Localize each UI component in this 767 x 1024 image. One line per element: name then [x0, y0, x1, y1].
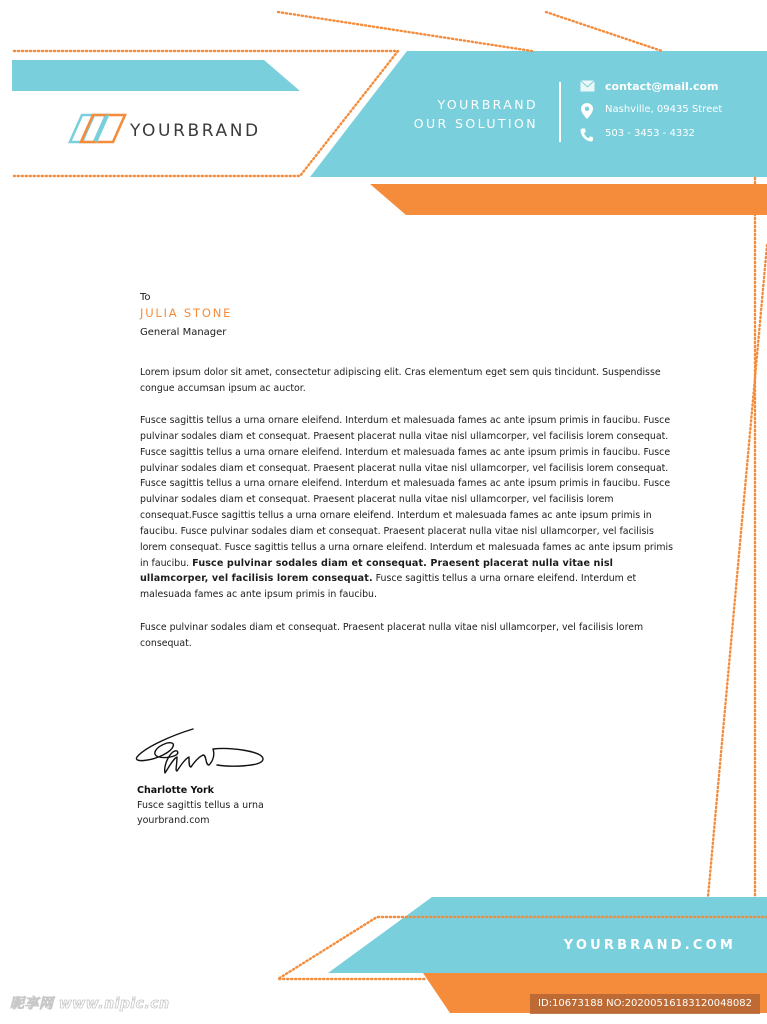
right-dotted-slanted [708, 245, 767, 897]
paragraph-main-text-2: Fusce sagittis tellus a urna ornare eleifend. Interdum et malesuada fames ac ante ipsum primis in faucibu. [140, 573, 637, 601]
footer-blue-band [328, 897, 767, 973]
footer-brand-url[interactable]: YOURBRAND.COM [563, 938, 736, 953]
header-dotted-diagonal-1 [278, 12, 532, 51]
brand-logo-text: YOURBRAND [130, 121, 261, 141]
to-label: To [140, 292, 151, 303]
watermark-site-logo: 昵享网 www.nipic.cn [10, 996, 170, 1012]
watermark-id: ID:10673188 NO:20200516183120048082 [530, 994, 760, 1014]
paragraph-closing: Fusce pulvinar sodales diam et consequat. Praesent placerat nulla vitae nisl ullamcorper, vel facilisis lorem consequat. [140, 622, 644, 649]
signatory-description: Fusce sagittis tellus a urna [137, 800, 264, 811]
handwritten-signature [133, 725, 268, 780]
brand-logo-icon [68, 113, 128, 145]
envelope-icon [580, 80, 595, 92]
phone-icon [580, 128, 593, 142]
recipient-title: General Manager [140, 327, 227, 338]
paragraph-main [140, 413, 680, 603]
header-divider [559, 82, 561, 142]
signatory-name: Charlotte York [137, 785, 214, 796]
contact-email[interactable]: contact@mail.com [605, 80, 719, 93]
signatory-website[interactable]: yourbrand.com [137, 815, 210, 826]
header-tagline-solution: OUR SOLUTION [413, 116, 538, 131]
paragraph-main-text-1: Fusce sagittis tellus a urna ornare eleifend. Interdum et malesuada fames ac ante ipsum primis in faucibu. Fusce pulvinar sodales diam et consequat. Praesent placerat nulla vitae nisl ullamcorper, vel facilisis lorem consequat. Fusce sagittis tellus a urna ornare eleifend. Interdum et malesuada fames ac ante ipsum primis in faucibu. Fusce pulvinar sodales diam et consequat. Praesent placerat nulla vitae nisl ullamcorper, vel facilisis lorem consequat. Fusce sagittis tellus a urna ornare eleifend. Interdum et malesuada fames ac ante ipsum primis in faucibu. Fusce pulvinar sodales diam et consequat. Praesent placerat nulla vitae nisl ullamcorper, vel facilisis lorem consequat.Fusce sagittis tellus a urna ornare eleifend. Interdum et malesuada fames ac ante ipsum primis in faucibu. Fusce pulvinar sodales diam et consequat. Praesent placerat nulla vitae nisl ullamcorper, vel facilisis lorem consequat. Fusce sagittis tellus a urna ornare eleifend. Interdum et malesuada fames ac ante ipsum primis in faucibu. [140, 415, 673, 569]
contact-phone: 503 - 3453 - 4332 [605, 128, 695, 139]
header-tagline-brand: YOURBRAND [437, 97, 538, 112]
header-left-blue-band [12, 60, 300, 91]
map-pin-icon [581, 103, 593, 119]
recipient-name: JULIA STONE [140, 306, 233, 320]
header-dotted-diagonal-2 [546, 12, 662, 51]
paragraph-intro: Lorem ipsum dolor sit amet, consectetur adipiscing elit. Cras elementum eget sem quis tincidunt. Suspendisse congue accumsan ipsum ac auctor. [140, 367, 661, 394]
contact-address: Nashville, 09435 Street [605, 104, 723, 115]
header-orange-band [370, 184, 767, 215]
paragraph-main-bold: Fusce pulvinar sodales diam et consequat. Praesent placerat nulla vitae nisl ullamcorper, vel facilisis lorem consequat. [140, 557, 614, 585]
